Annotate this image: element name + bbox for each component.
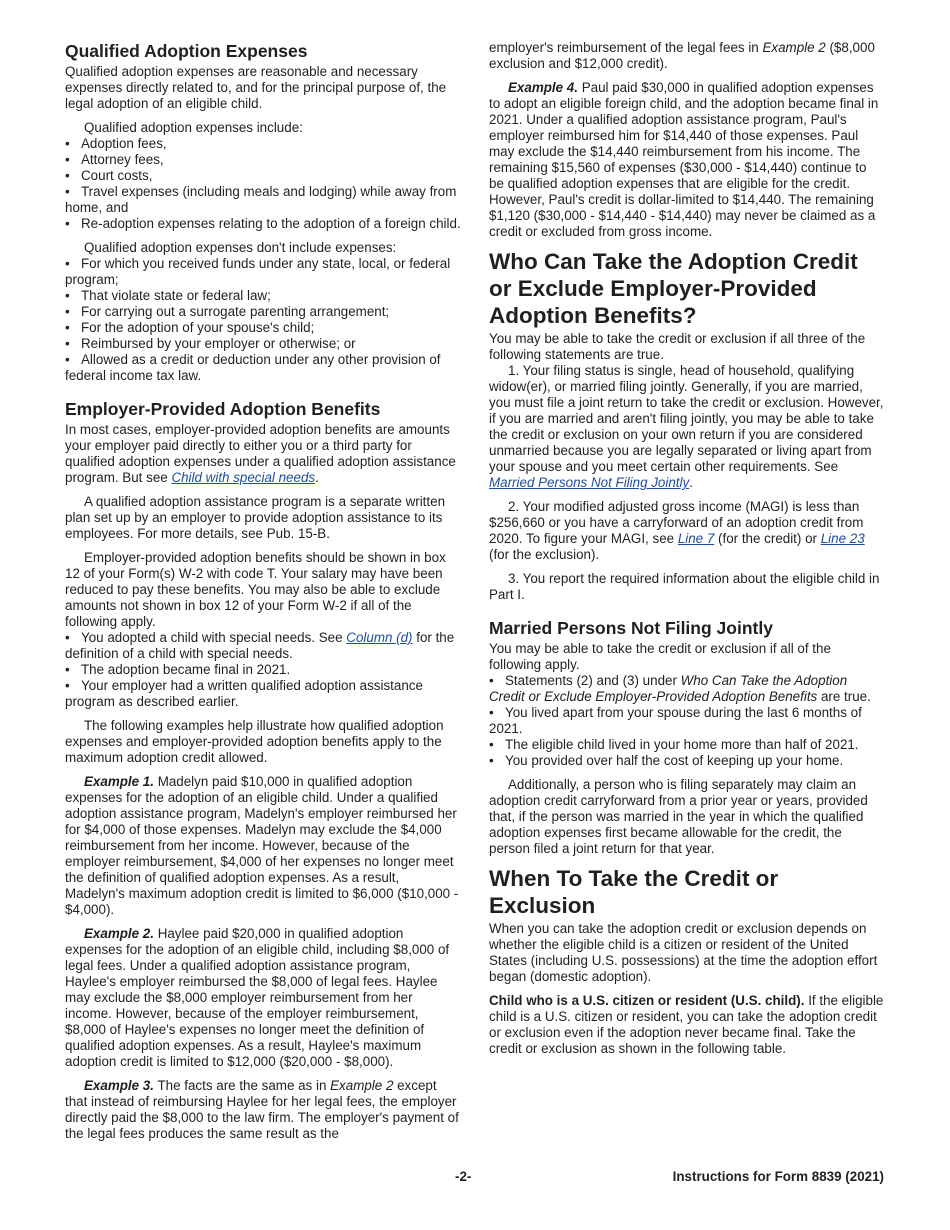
who-heading: Who Can Take the Adoption Credit or Exclude Employer-Provided Adoption Benefits? (489, 249, 858, 328)
mpnfj-intro: You may be able to take the credit or exclusion if all of the following apply. (489, 641, 831, 672)
married-persons-link[interactable]: Married Persons Not Filing Jointly (489, 475, 690, 490)
example-4: Example 4. Paul paid $30,000 in qualified adoption expenses to adopt an eligible foreign child, and the adoption became final in 2021. Under a qualified adoption assistance program, Paul's employer reimbursed him for $14,440 of those expenses. Paul may exclude the $14,440 reimbursement from his income. The remaining $15,560 of expenses ($30,000 - $14,440) continue to be qualified adoption expenses that are eligible for the credit. However, Paul's credit is dollar-limited to $14,440. The remaining $1,120 ($30,000 - $14,440 - $14,440) may never be claimed as a credit or excluded from gross income. (489, 80, 879, 239)
list-item: • You lived apart from your spouse during the last 6 months of 2021. (489, 705, 862, 736)
epab-paragraph-1: In most cases, employer-provided adoption benefits are amounts your employer paid directly to either you or a third party for qualified adoption expenses under a qualified adoption assistance program. But see Child with special needs. (65, 422, 456, 485)
list-item: • Travel expenses (including meals and lodging) while away from home, and (65, 184, 457, 215)
qae-include-lead: Qualified adoption expenses include: (84, 120, 303, 135)
when-heading: When To Take the Credit or Exclusion (489, 866, 779, 918)
list-item: • Court costs, (65, 168, 153, 183)
example-3: Example 3. The facts are the same as in Example 2 except that instead of reimbursing Haylee for her legal fees, the employer directly paid the $8,000 to the law firm. The employer's payment of the legal fees produces the same result as the (65, 1078, 459, 1141)
list-item: • That violate state or federal law; (65, 288, 271, 303)
line-23-link[interactable]: Line 23 (820, 531, 865, 546)
page-number: -2- (455, 1169, 472, 1184)
list-item: • Attorney fees, (65, 152, 164, 167)
qae-heading: Qualified Adoption Expenses (65, 41, 308, 61)
list-item: • The adoption became final in 2021. (65, 662, 291, 677)
qae-exclude-lead: Qualified adoption expenses don't include expenses: (84, 240, 397, 255)
mpnfj-heading: Married Persons Not Filing Jointly (489, 618, 773, 638)
list-item: • For carrying out a surrogate parenting arrangement; (65, 304, 390, 319)
list-item: • Adoption fees, (65, 136, 167, 151)
right-column (489, 40, 885, 1065)
when-intro: When you can take the adoption credit or exclusion depends on whether the eligible child is a citizen or resident of the United States (including U.S. possessions) at the time the adoption effort began (domestic adoption). (489, 921, 878, 984)
epab-list (65, 630, 461, 710)
list-item: • Your employer had a written qualified adoption assistance program as described earlier. (65, 678, 423, 709)
list-item: • For which you received funds under any state, local, or federal program; (65, 256, 451, 287)
who-statement-3: 3. You report the required information about the eligible child in Part I. (489, 571, 880, 602)
footer-title: Instructions for Form 8839 (2021) (672, 1169, 884, 1184)
us-child-paragraph: Child who is a U.S. citizen or resident (U.S. child). If the eligible child is a U.S. citizen or resident, you can take the adoption credit or exclusion even if the adoption never became final. Take the credit or exclusion as shown in the following table. (489, 993, 884, 1056)
epab-heading: Employer-Provided Adoption Benefits (65, 399, 381, 419)
list-item: • You provided over half the cost of keeping up your home. (489, 753, 844, 768)
line-7-link[interactable]: Line 7 (677, 531, 715, 546)
epab-paragraph-3: Employer-provided adoption benefits should be shown in box 12 of your Form(s) W-2 with code T. Your salary may have been reduced to pay these benefits. You may also be able to exclude amounts not shown in box 12 of your Form W-2 if all of the following apply. (65, 550, 446, 629)
qae-include-list (65, 136, 461, 232)
column-d-link[interactable]: Column (d) (346, 630, 413, 645)
who-intro: You may be able to take the credit or exclusion if all three of the following statements are true. (489, 331, 866, 362)
list-item: • Reimbursed by your employer or otherwise; or (65, 336, 356, 351)
mpnfj-paragraph-2: Additionally, a person who is filing separately may claim an adoption credit carryforward from a prior year or years, provided that, if the person was married in the year in which the qualified adoption expenses first became allowable for the credit, the person filed a joint return for that year. (489, 777, 868, 856)
qae-intro: Qualified adoption expenses are reasonable and necessary expenses directly related to, and for the principal purpose of, the legal adoption of an eligible child. (65, 64, 447, 111)
list-item: • Statements (2) and (3) under Who Can Take the Adoption Credit or Exclude Employer-Provided Adoption Benefits are true. (489, 673, 871, 704)
mpnfj-list (489, 673, 885, 769)
epab-paragraph-2: A qualified adoption assistance program is a separate written plan set up by an employer to provide adoption assistance to its employees. For more details, see Pub. 15-B. (65, 494, 446, 541)
who-statement-2: 2. Your modified adjusted gross income (MAGI) is less than $256,660 or you have a carryforward of an adoption credit from 2020. To figure your MAGI, see Line 7 (for the credit) or Line 23 (for the exclusion). (489, 499, 865, 562)
list-item: • Re-adoption expenses relating to the adoption of a foreign child. (65, 216, 461, 231)
example-3-continued: employer's reimbursement of the legal fees in Example 2 ($8,000 exclusion and $12,000 credit). (489, 40, 875, 71)
list-item: • For the adoption of your spouse's child; (65, 320, 315, 335)
example-1: Example 1. Madelyn paid $10,000 in qualified adoption expenses for the adoption of an eligible child. Under a qualified adoption assistance program, Madelyn's employer reimbursed her for $4,000 of those expenses. Madelyn may exclude the $4,000 reimbursement from her income. However, because of the employer reimbursement, $4,000 of her expenses no longer meet the definition of qualified adoption expenses. As a result, Madelyn's maximum adoption credit is limited to $6,000 ($10,000 - $4,000). (65, 774, 459, 917)
example-2: Example 2. Haylee paid $20,000 in qualified adoption expenses for the adoption of an eligible child, including $8,000 of legal fees. Under a qualified adoption assistance program, Haylee's employer reimbursed the $8,000 of legal fees. Haylee may exclude the $8,000 employer reimbursement from her income. However, because of the employer reimbursement, $8,000 of Haylee's expenses no longer meet the definition of qualified adoption expenses. As a result, Haylee's maximum adoption credit is limited to $12,000 ($20,000 - $8,000). (65, 926, 450, 1069)
child-special-needs-link[interactable]: Child with special needs (171, 470, 316, 485)
examples-intro: The following examples help illustrate how qualified adoption expenses and employer-provided adoption benefits apply to the maximum adoption credit allowed. (65, 718, 444, 765)
list-item: • Allowed as a credit or deduction under any other provision of federal income tax law. (65, 352, 441, 383)
left-column (65, 40, 461, 1150)
who-statement-1: 1. Your filing status is single, head of household, qualifying widow(er), or married filing jointly. Generally, if you are married, you must file a joint return to take the credit or exclusion. However, if you are married and aren't filing jointly, you may be able to take the credit or exclusion on your own return if you are considered unmarried because you are legally separated or living apart from your spouse and you meet certain other requirements. See Married Persons Not Filing Jointly. (489, 363, 884, 490)
list-item: • The eligible child lived in your home more than half of 2021. (489, 737, 859, 752)
qae-exclude-list (65, 256, 461, 384)
list-item: • You adopted a child with special needs. See Column (d) for the definition of a child with special needs. (65, 630, 455, 661)
